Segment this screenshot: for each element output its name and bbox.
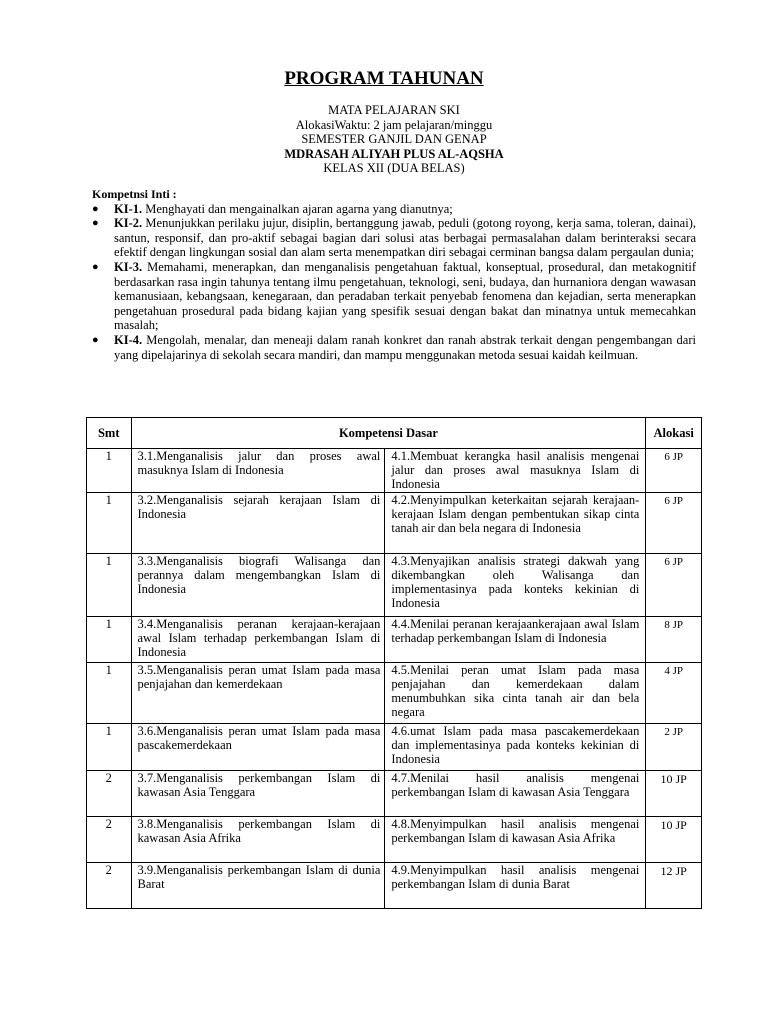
column-header-smt: Smt (87, 418, 132, 449)
ki-code: KI-1. (114, 201, 143, 216)
semester-line: SEMESTER GANJIL DAN GENAP (301, 132, 487, 146)
kd4-cell: 4.1.Membuat kerangka hasil analisis mengenai jalur dan proses awal masuknya Islam di Indonesia (385, 449, 646, 493)
kd4-cell: 4.9.Menyimpulkan hasil analisis mengenai perkembangan Islam di dunia Barat (385, 863, 646, 909)
kd3-cell: 3.1.Menganalisis jalur dan proses awal masuknya Islam di Indonesia (131, 449, 385, 493)
kd4-cell: 4.6.umat Islam pada masa pascakemerdekaan dan implementasinya pada konteks kekinian di Indonesia (385, 724, 646, 771)
bullet-icon: ● (92, 202, 99, 215)
column-header-alokasi: Alokasi (646, 418, 702, 449)
alokasi-cell: 4 JP (646, 663, 702, 724)
kd3-cell: 3.9.Menganalisis perkembangan Islam di dunia Barat (131, 863, 385, 909)
table-row (87, 554, 702, 617)
ki-text: Menunjukkan perilaku jujur, disiplin, bertanggung jawab, peduli (gotong royong, kerja sama, toleran, dainai), santun, responsif, dan pro-aktif sebagai bagian dari solusi atas berbagai permasalahan dalam berinteraksi secara efektif dengan lingkungan sosial dan alam serta menempatkan diri sebagai cerminan bangsa dalam pergaulan dunia; (114, 216, 696, 260)
alokasi-cell: 10 JP (646, 817, 702, 863)
table-row (87, 817, 702, 863)
bullet-icon: ● (92, 260, 99, 273)
table-row (87, 449, 702, 493)
smt-cell: 1 (87, 554, 132, 617)
alokasi-cell: 8 JP (646, 617, 702, 663)
alokasi-cell: 12 JP (646, 863, 702, 909)
kd3-cell: 3.4.Menganalisis peranan kerajaan-kerajaan awal Islam terhadap perkembangan Islam di Indonesia (131, 617, 385, 663)
table-row (87, 493, 702, 554)
table-row (87, 663, 702, 724)
kd3-cell: 3.7.Menganalisis perkembangan Islam di kawasan Asia Tenggara (131, 771, 385, 817)
kd3-cell: 3.3.Menganalisis biografi Walisanga dan perannya dalam mengembangkan Islam di Indonesia (131, 554, 385, 617)
ki-heading: Kompetnsi Inti : (92, 187, 177, 201)
bullet-icon: ● (92, 217, 99, 230)
smt-cell: 1 (87, 724, 132, 771)
school-line: MDRASAH ALIYAH PLUS AL-AQSHA (284, 146, 504, 161)
kd3-cell: 3.8.Menganalisis perkembangan Islam di kawasan Asia Afrika (131, 817, 385, 863)
kd3-cell: 3.5.Menganalisis peran umat Islam pada masa penjajahan dan kemerdekaan (131, 663, 385, 724)
ki-text: Mengolah, menalar, dan meneaji dalam ranah konkret dan ranah abstrak terkait dengan pengembangan dari yang dipelajarinya di sekolah secara mandiri, dan mampu menggunakan metoda sesuai kaidah keilmuan. (114, 332, 696, 362)
smt-cell: 2 (87, 817, 132, 863)
table-row (87, 617, 702, 663)
alokasi-cell: 10 JP (646, 771, 702, 817)
ki-text: Menghayati dan mengainalkan ajaran agarna yang dianutnya; (142, 201, 453, 216)
kd4-cell: 4.5.Menilai peran umat Islam pada masa penjajahan dan kemerdekaan dalam menumbuhkan sika cinta tanah air dan bela negara (385, 663, 646, 724)
kd4-cell: 4.3.Menyajikan analisis strategi dakwah yang dikembangkan oleh Walisanga dan implementasinya pada konteks kekinian di Indonesia (385, 554, 646, 617)
kd3-cell: 3.6.Menganalisis peran umat Islam pada masa pascakemerdekaan (131, 724, 385, 771)
smt-cell: 1 (87, 617, 132, 663)
table-row (87, 771, 702, 817)
smt-cell: 1 (87, 493, 132, 554)
page-title: PROGRAM TAHUNAN (284, 68, 484, 89)
alokasi-cell: 2 JP (646, 724, 702, 771)
ki-code: KI-3. (114, 259, 143, 274)
kd4-cell: 4.8.Menyimpulkan hasil analisis mengenai perkembangan Islam di kawasan Asia Afrika (385, 817, 646, 863)
ki-item-1 (92, 202, 696, 217)
alokasi-cell: 6 JP (646, 449, 702, 493)
document-header (0, 103, 768, 176)
ki-text: Memahami, menerapkan, dan menganalisis pengetahuan faktual, konseptual, prosedural, dan metakognitif berdasarkan rasa ingin tahunya tentang ilmu pengetahuan, teknologi, seni, budaya, dan hurnaniora dengan wawasan kemanusiaan, kebangsaan, kenegaraan, dan peradaban terkait penyebab fenomena dan kejadian, serta menerapkan pengetahuan prosedural pada bidang kajian yang spesifik sesuai dengan bakat dan minatnya untuk memecahkan masalah; (114, 259, 696, 333)
ki-item-4 (92, 333, 696, 362)
alokasi-cell: 6 JP (646, 493, 702, 554)
ki-item-3 (92, 260, 696, 333)
kompetensi-inti-section (92, 187, 696, 362)
smt-cell: 1 (87, 449, 132, 493)
kd4-cell: 4.7.Menilai hasil analisis mengenai perkembangan Islam di kawasan Asia Tenggara (385, 771, 646, 817)
column-header-kd: Kompetensi Dasar (131, 418, 646, 449)
kd4-cell: 4.4.Menilai peranan kerajaankerajaan awal Islam terhadap perkembangan Islam di Indonesia (385, 617, 646, 663)
ki-code: KI-2. (114, 216, 143, 231)
kd3-cell: 3.2.Menganalisis sejarah kerajaan Islam di Indonesia (131, 493, 385, 554)
ki-item-2 (92, 216, 696, 260)
table-row (87, 863, 702, 909)
smt-cell: 2 (87, 771, 132, 817)
smt-cell: 2 (87, 863, 132, 909)
ki-code: KI-4. (114, 332, 143, 347)
table-row (87, 724, 702, 771)
allocation-line: AlokasiWaktu: 2 jam pelajaran/minggu (295, 117, 493, 132)
bullet-icon: ● (92, 333, 99, 346)
subject-line: MATA PELAJARAN SKI (328, 103, 460, 117)
kd4-cell: 4.2.Menyimpulkan keterkaitan sejarah kerajaan-kerajaan Islam dengan pembentukan sikap cinta tanah air dan bela negara di Indonesia (385, 493, 646, 554)
smt-cell: 1 (87, 663, 132, 724)
class-line: KELAS XII (DUA BELAS) (323, 161, 465, 175)
kompetensi-dasar-table (86, 417, 702, 909)
alokasi-cell: 6 JP (646, 554, 702, 617)
table-header-row (87, 418, 702, 449)
